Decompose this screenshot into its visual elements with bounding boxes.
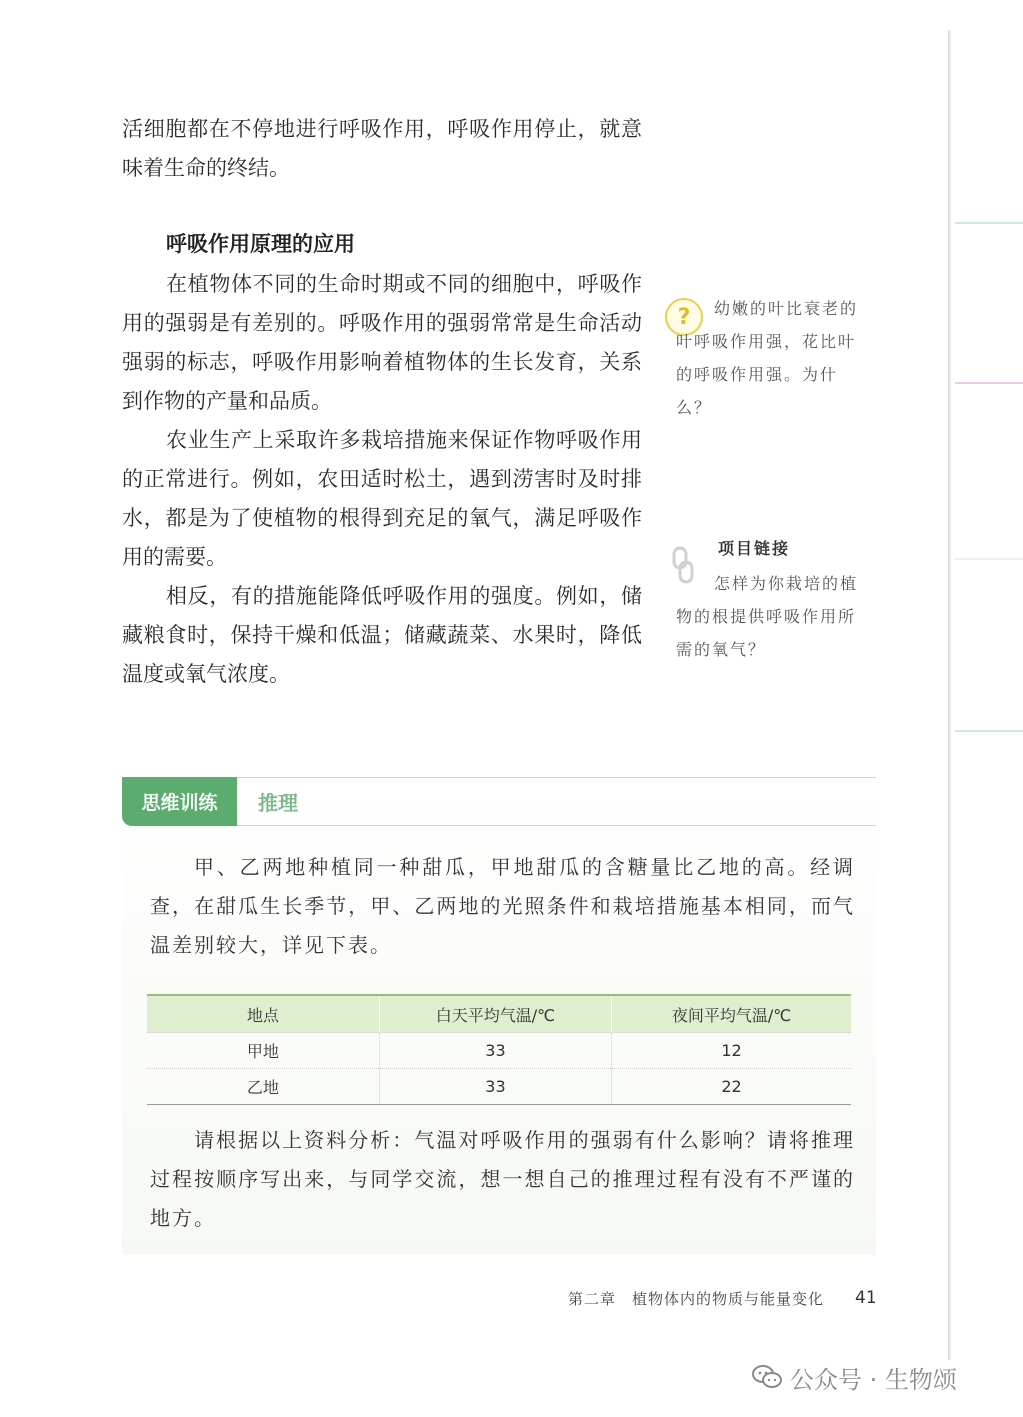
- edge-tab: [955, 382, 1023, 384]
- section-paragraph-2: 农业生产上采取许多栽培措施来保证作物呼吸作用的正常进行。例如，农田适时松土，遇到涝害时及时排水，都是为了使植物的根得到充足的氧气，满足呼吸作用的需要。: [122, 428, 642, 569]
- table-cell: 22: [612, 1069, 851, 1105]
- footer-chapter: 第二章 植物体内的物质与能量变化: [568, 1290, 825, 1308]
- table-row: [147, 1033, 851, 1069]
- project-link-title: 项目链接: [718, 539, 791, 558]
- page-edge: [948, 30, 951, 1360]
- table-header-cell: 白天平均气温/℃: [379, 995, 611, 1033]
- exercise-question: 请根据以上资料分析：气温对呼吸作用的强弱有什么影响？请将推理过程按顺序写出来，与同学交流，想一想自己的推理过程有没有不严谨的地方。: [150, 1128, 855, 1230]
- table-cell: 乙地: [147, 1069, 379, 1105]
- section-paragraph-1: 在植物体不同的生命时期或不同的细胞中，呼吸作用的强弱是有差别的。呼吸作用的强弱常常是生命活动强弱的标志，呼吸作用影响着植物体的生长发育，关系到作物的产量和品质。: [122, 272, 642, 413]
- table-cell: 12: [612, 1033, 851, 1069]
- sidebar-question: [676, 292, 866, 424]
- project-link-text: 怎样为你栽培的植物的根提供呼吸作用所需的氧气？: [676, 574, 859, 659]
- exercise-intro: 甲、乙两地种植同一种甜瓜，甲地甜瓜的含糖量比乙地的高。经调查，在甜瓜生长季节，甲、乙两地的光照条件和栽培措施基本相同，而气温差别较大，详见下表。: [150, 855, 855, 957]
- watermark: [752, 1358, 957, 1396]
- table-cell: 33: [379, 1033, 611, 1069]
- table-row: [147, 1069, 851, 1105]
- table-cell: 33: [379, 1069, 611, 1105]
- table-cell: 甲地: [147, 1033, 379, 1069]
- question-mark-icon: ?: [665, 298, 703, 336]
- page-number: 41: [855, 1288, 877, 1308]
- section-paragraph-3: 相反，有的措施能降低呼吸作用的强度。例如，储藏粮食时，保持干燥和低温；储藏蔬菜、水果时，降低温度或氧气浓度。: [122, 584, 642, 686]
- exercise-subtitle: 推理: [258, 791, 298, 815]
- edge-tab: [955, 730, 1023, 732]
- sidebar-question-text: 幼嫩的叶比衰老的叶呼吸作用强，花比叶的呼吸作用强。为什么？: [676, 299, 859, 417]
- intro-paragraph: 活细胞都在不停地进行呼吸作用，呼吸作用停止，就意味着生命的终结。: [122, 117, 642, 180]
- edge-tab: [955, 222, 1023, 224]
- table-header-cell: 夜间平均气温/℃: [612, 995, 851, 1033]
- table-header-row: [147, 995, 851, 1033]
- exercise-tag: 思维训练: [122, 777, 237, 826]
- watermark-text: 公众号 · 生物颂: [790, 1365, 957, 1394]
- section-title: 呼吸作用原理的应用: [166, 232, 355, 256]
- temperature-table: [147, 994, 851, 1105]
- exercise-header-rule: [236, 825, 876, 826]
- table-header-cell: 地点: [147, 995, 379, 1033]
- project-link-box: [676, 567, 866, 666]
- edge-tab: [955, 558, 1023, 560]
- wechat-icon: [752, 1364, 782, 1390]
